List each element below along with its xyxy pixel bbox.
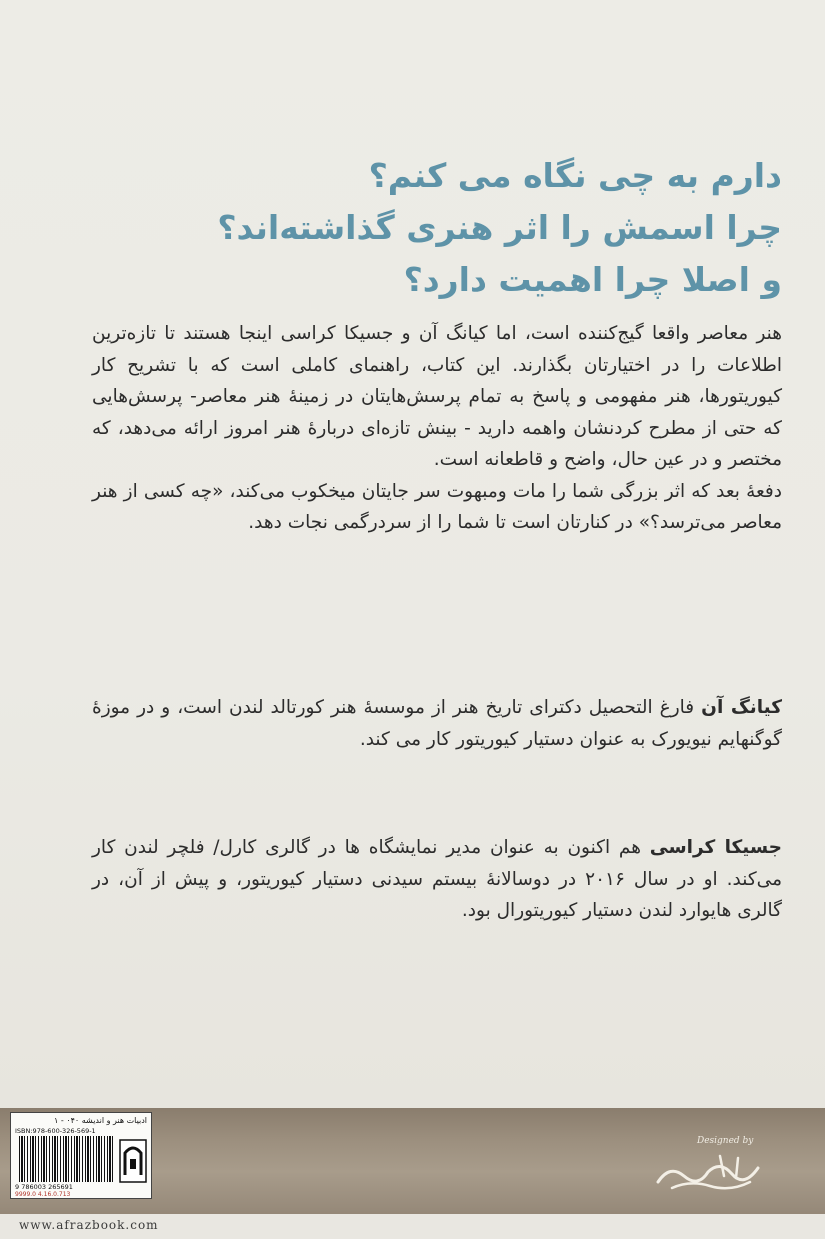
isbn-label: ISBN:978-600-326-569-1 [15, 1127, 96, 1135]
question-line: و اصلا چرا اهمیت دارد؟ [403, 260, 782, 299]
intro-text [92, 318, 782, 539]
price-code: 9999.0 4.16.0.713 [15, 1191, 71, 1198]
author-name: جسیکا کراسی [649, 837, 782, 858]
author-bio-text: فارغ التحصیل دکترای تاریخ هنر از موسسهٔ هنر کورتالد لندن است، و در موزهٔ گوگنهایم نیویورک به عنوان دستیار کیوریتور کار می کند. [92, 697, 782, 750]
barcode-label [10, 1112, 152, 1199]
intro-paragraph: هنر معاصر واقعا گیج‌کننده است، اما کیانگ آن و جسیکا کراسی اینجا هستند تا تازه‌ترین اطلاعات را در اختیارتان بگذارند. این کتاب، راهنمای کاملی است که با تشریح کار کیوریتورها، هنر مفهومی و پاسخ به تمام پرسش‌هایتان در زمینهٔ هنر معاصر- پرسش‌هایی که حتی از مطرح کردنشان واهمه دارید - بینش تازه‌ای دربارهٔ هنر امروز ارائه می‌دهد، که مختصر و در عین حال، واضح و قاطعانه است. [92, 323, 782, 470]
cover-questions [82, 150, 782, 306]
publisher-logo-icon [119, 1139, 147, 1183]
barcode-digits: 9 786003 265691 [15, 1183, 73, 1191]
intro-paragraph: دفعهٔ بعد که اثر بزرگی شما را مات ومبهوت سر جایتان میخکوب می‌کند، «چه کسی از هنر معاصر می‌ترسد؟» در کنارتان است تا شما را از سردرگمی نجات دهد. [92, 480, 782, 533]
author-bio-1 [92, 692, 782, 755]
series-label: ادبیات هنر و اندیشه ۰۴۰ - ۱ [54, 1116, 147, 1125]
author-bio-2 [92, 832, 782, 927]
designer-signature-icon [650, 1146, 770, 1198]
question-line: چرا اسمش را اثر هنری گذاشته‌اند؟ [217, 208, 782, 247]
author-name: کیانگ آن [701, 697, 782, 718]
barcode-bars [19, 1136, 115, 1182]
author-bio-text: هم اکنون به عنوان مدیر نمایشگاه ها در گالری کارل/ فلچر لندن کار می‌کند. او در سال ۲۰۱۶ در دوسالانهٔ بیستم سیدنی دستیار کیوریتور، و پیش از آن، در گالری هایوارد لندن دستیار کیوریتورال بود. [92, 837, 782, 921]
question-line: دارم به چی نگاه می کنم؟ [368, 156, 782, 195]
designer-credit: Designed by [697, 1136, 754, 1146]
publisher-website: www.afrazbook.com [19, 1218, 159, 1232]
